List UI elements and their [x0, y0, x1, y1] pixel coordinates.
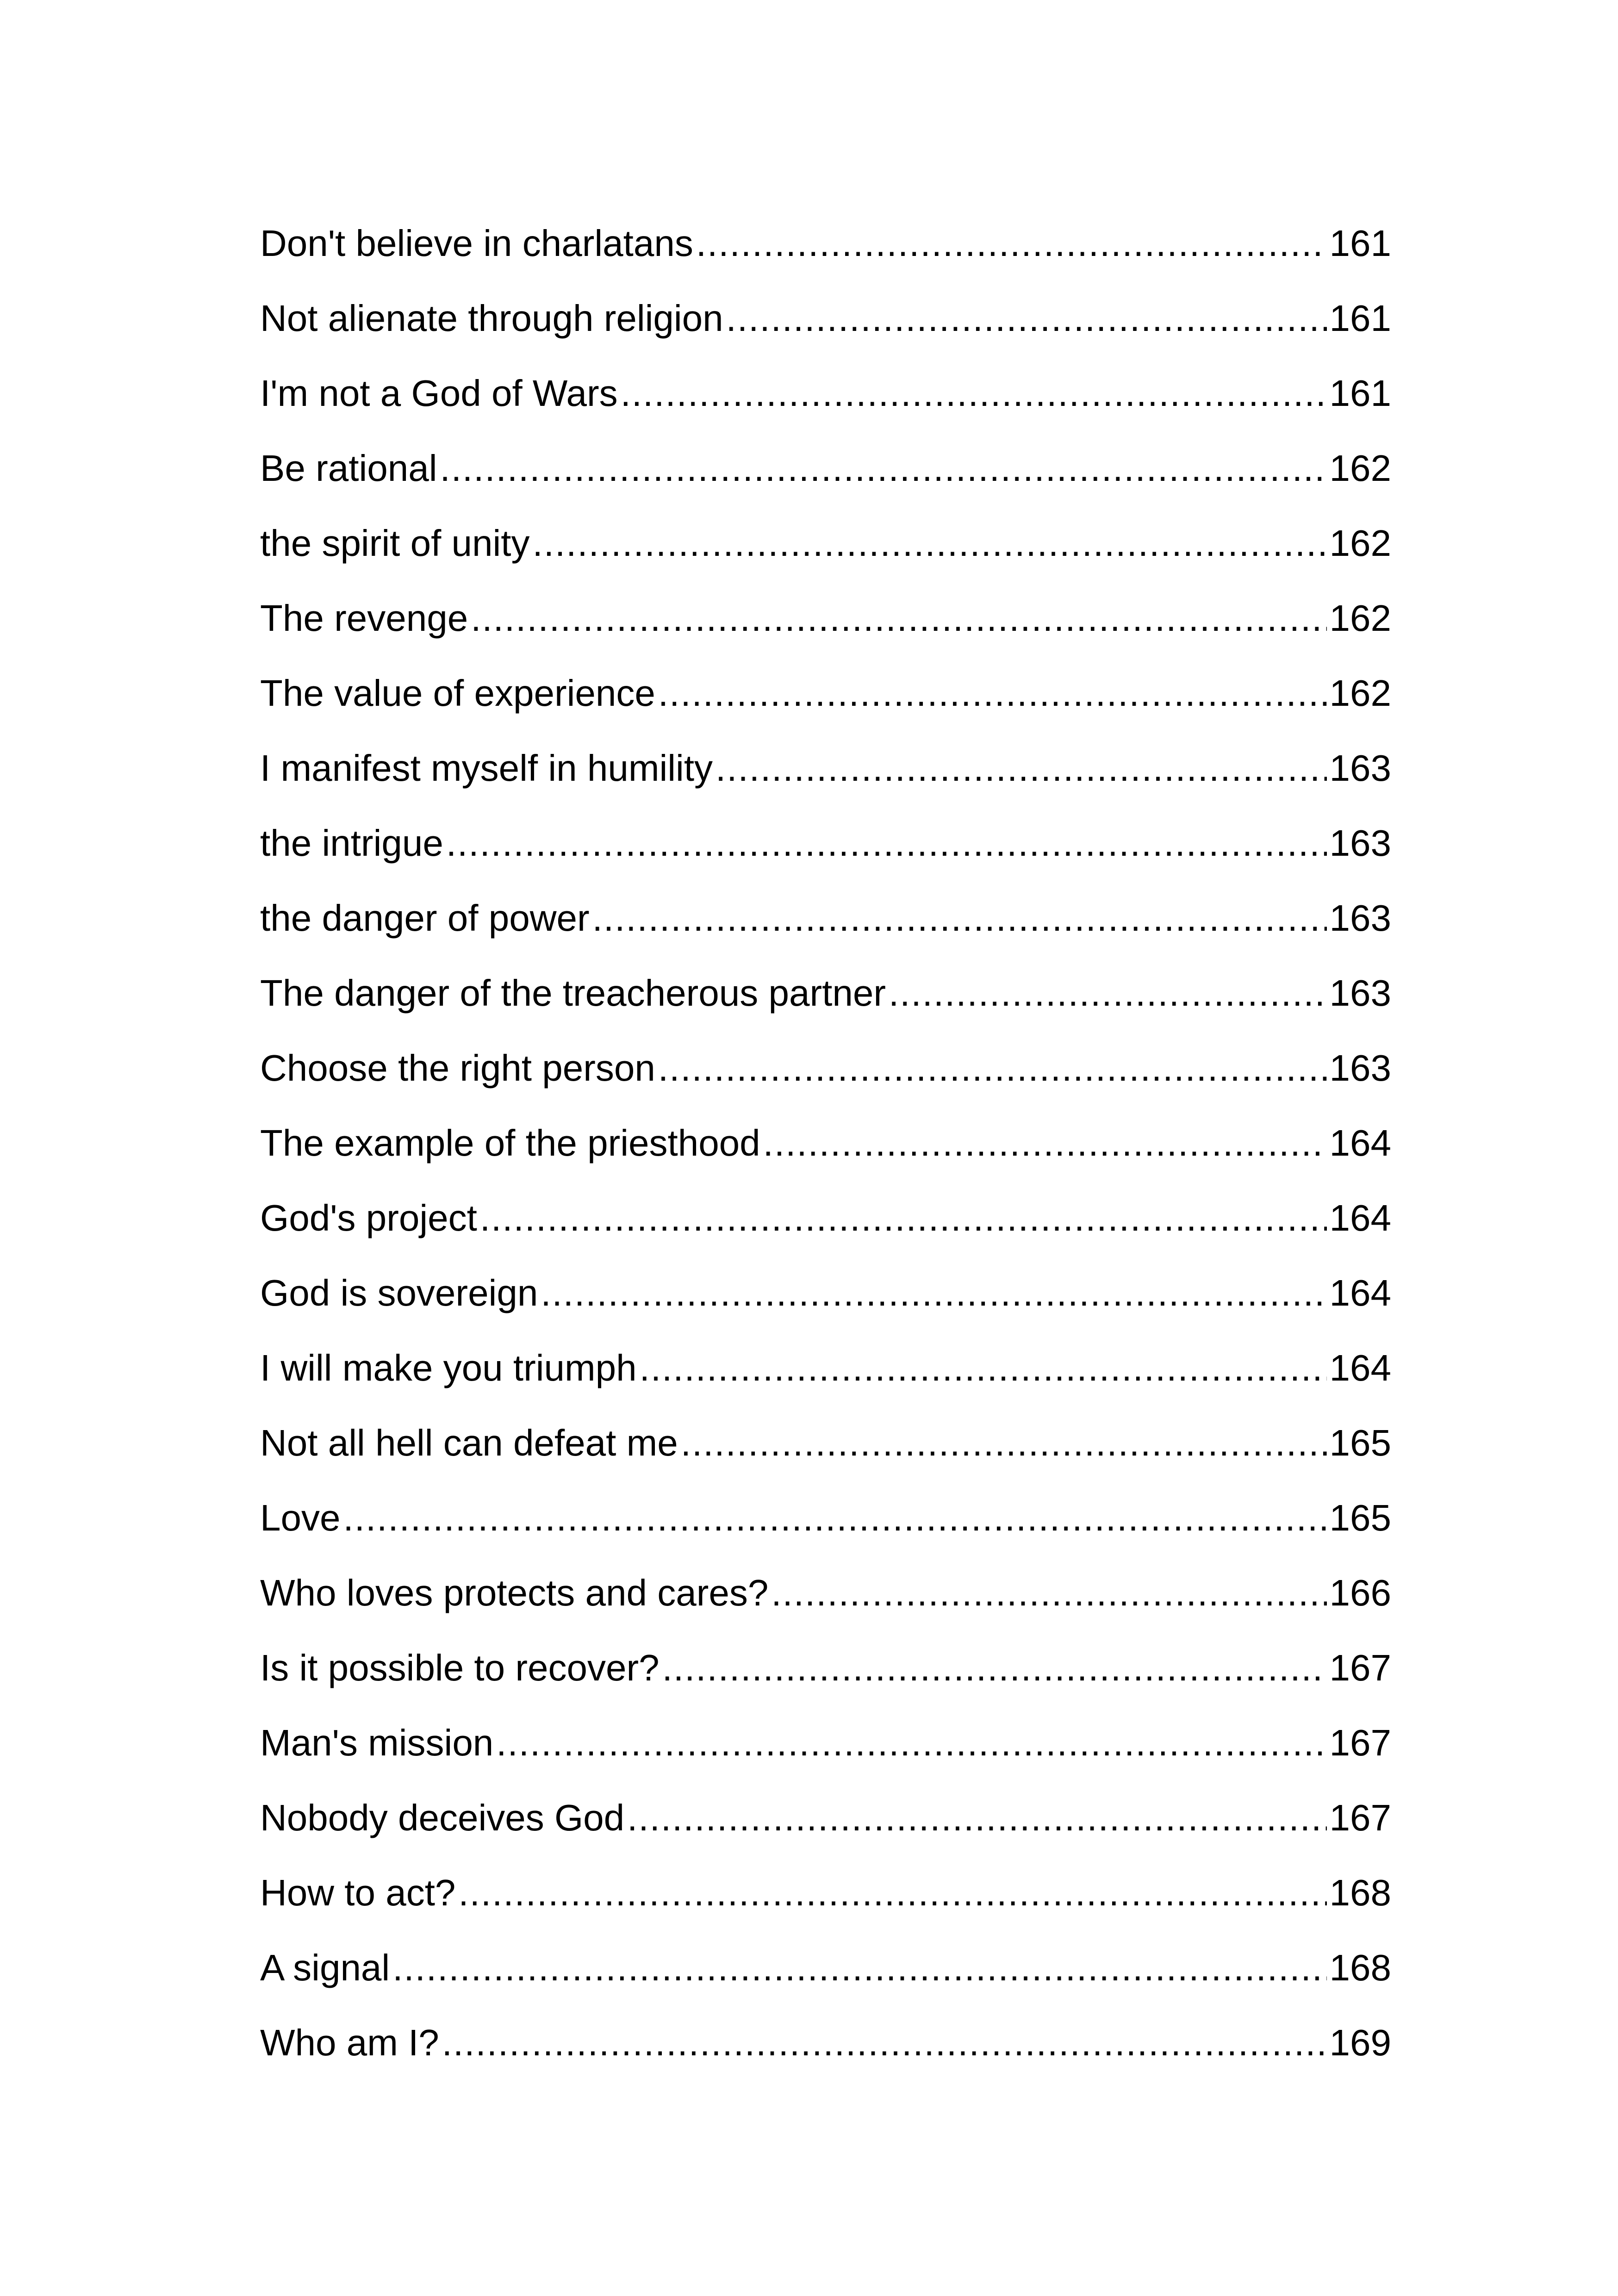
toc-entry[interactable]	[260, 366, 1391, 441]
dot-leader	[343, 1490, 1326, 1546]
toc-entry[interactable]	[260, 516, 1391, 591]
toc-entry[interactable]	[260, 1790, 1391, 1865]
toc-entry-title: Don't believe in charlatans	[260, 223, 693, 264]
toc-entry-page-number: 161	[1329, 223, 1391, 264]
toc-entry-title: The value of experience	[260, 672, 655, 714]
toc-entry-page-number: 163	[1329, 822, 1391, 864]
toc-entry-title: Who am I?	[260, 2022, 439, 2063]
toc-entry-title: The example of the priesthood	[260, 1122, 760, 1164]
dot-leader	[533, 516, 1327, 571]
toc-entry-title: the intrigue	[260, 822, 443, 864]
toc-entry[interactable]	[260, 1190, 1391, 1265]
toc-entry[interactable]	[260, 1415, 1391, 1490]
toc-entry[interactable]	[260, 1565, 1391, 1640]
toc-entry-title: I will make you triumph	[260, 1347, 637, 1388]
toc-entry-page-number: 162	[1329, 597, 1391, 639]
toc-entry[interactable]	[260, 1265, 1391, 1340]
dot-leader	[458, 1865, 1326, 1921]
toc-entry-title: The danger of the treacherous partner	[260, 972, 886, 1014]
toc-entry[interactable]	[260, 291, 1391, 366]
dot-leader	[496, 1715, 1326, 1771]
toc-entry-page-number: 167	[1329, 1647, 1391, 1688]
toc-entry[interactable]	[260, 216, 1391, 291]
toc-entry-title: Who loves protects and cares?	[260, 1572, 769, 1613]
toc-entry-title: A signal	[260, 1947, 390, 1988]
toc-entry-page-number: 168	[1329, 1872, 1391, 1913]
toc-entry-page-number: 165	[1329, 1422, 1391, 1463]
toc-entry[interactable]	[260, 2015, 1391, 2090]
toc-entry-page-number: 166	[1329, 1572, 1391, 1613]
toc-entry-page-number: 167	[1329, 1797, 1391, 1838]
toc-entry-title: I'm not a God of Wars	[260, 373, 618, 414]
dot-leader	[658, 666, 1327, 721]
toc-entry-title: How to act?	[260, 1872, 456, 1913]
toc-entry[interactable]	[260, 1940, 1391, 2015]
toc-entry-title: God's project	[260, 1197, 477, 1238]
toc-entry[interactable]	[260, 890, 1391, 965]
dot-leader	[480, 1190, 1327, 1246]
toc-entry[interactable]	[260, 815, 1391, 890]
toc-entry[interactable]	[260, 666, 1391, 740]
dot-leader	[696, 216, 1327, 271]
toc-entry-title: Be rational	[260, 448, 437, 489]
dot-leader	[640, 1340, 1327, 1396]
toc-entry-title: the spirit of unity	[260, 523, 530, 564]
toc-entry-title: Nobody deceives God	[260, 1797, 625, 1838]
toc-entry-title: Is it possible to recover?	[260, 1647, 660, 1688]
toc-entry-title: Not all hell can defeat me	[260, 1422, 678, 1463]
toc-entry-title: The revenge	[260, 597, 468, 639]
toc-entry-page-number: 164	[1329, 1347, 1391, 1388]
toc-entry[interactable]	[260, 1340, 1391, 1415]
toc-entry-page-number: 163	[1329, 972, 1391, 1014]
dot-leader	[681, 1415, 1327, 1471]
toc-entry-page-number: 164	[1329, 1197, 1391, 1238]
dot-leader	[392, 1940, 1326, 1996]
dot-leader	[763, 1115, 1327, 1171]
dot-leader	[621, 366, 1327, 421]
toc-entry[interactable]	[260, 1040, 1391, 1115]
toc-entry-page-number: 164	[1329, 1272, 1391, 1313]
table-of-contents	[260, 216, 1391, 2090]
toc-entry-page-number: 163	[1329, 897, 1391, 939]
dot-leader	[716, 740, 1326, 796]
toc-entry[interactable]	[260, 965, 1391, 1040]
toc-entry[interactable]	[260, 740, 1391, 815]
toc-entry-page-number: 169	[1329, 2022, 1391, 2063]
dot-leader	[440, 441, 1326, 496]
toc-entry-title: Man's mission	[260, 1722, 494, 1763]
dot-leader	[592, 890, 1327, 946]
toc-entry-page-number: 168	[1329, 1947, 1391, 1988]
dot-leader	[442, 2015, 1327, 2071]
dot-leader	[771, 1565, 1326, 1621]
dot-leader	[541, 1265, 1326, 1321]
toc-entry[interactable]	[260, 441, 1391, 516]
dot-leader	[446, 815, 1327, 871]
toc-entry[interactable]	[260, 1640, 1391, 1715]
toc-entry-title: Love	[260, 1497, 341, 1538]
toc-entry-page-number: 167	[1329, 1722, 1391, 1763]
toc-entry-page-number: 162	[1329, 672, 1391, 714]
toc-entry[interactable]	[260, 1490, 1391, 1565]
toc-entry-page-number: 162	[1329, 523, 1391, 564]
toc-entry-page-number: 164	[1329, 1122, 1391, 1164]
toc-entry-page-number: 165	[1329, 1497, 1391, 1538]
toc-entry-page-number: 161	[1329, 298, 1391, 339]
dot-leader	[471, 591, 1326, 646]
dot-leader	[627, 1790, 1326, 1846]
toc-entry[interactable]	[260, 1865, 1391, 1940]
toc-entry-title: Not alienate through religion	[260, 298, 723, 339]
toc-entry[interactable]	[260, 591, 1391, 666]
toc-entry-page-number: 161	[1329, 373, 1391, 414]
toc-entry-title: the danger of power	[260, 897, 590, 939]
toc-entry-page-number: 162	[1329, 448, 1391, 489]
dot-leader	[662, 1640, 1327, 1696]
toc-entry-title: I manifest myself in humility	[260, 747, 713, 789]
dot-leader	[889, 965, 1327, 1021]
toc-entry[interactable]	[260, 1115, 1391, 1190]
toc-entry-page-number: 163	[1329, 747, 1391, 789]
toc-entry-title: Choose the right person	[260, 1047, 655, 1089]
toc-entry[interactable]	[260, 1715, 1391, 1790]
toc-entry-page-number: 163	[1329, 1047, 1391, 1089]
dot-leader	[726, 291, 1327, 346]
toc-entry-title: God is sovereign	[260, 1272, 538, 1313]
dot-leader	[658, 1040, 1327, 1096]
